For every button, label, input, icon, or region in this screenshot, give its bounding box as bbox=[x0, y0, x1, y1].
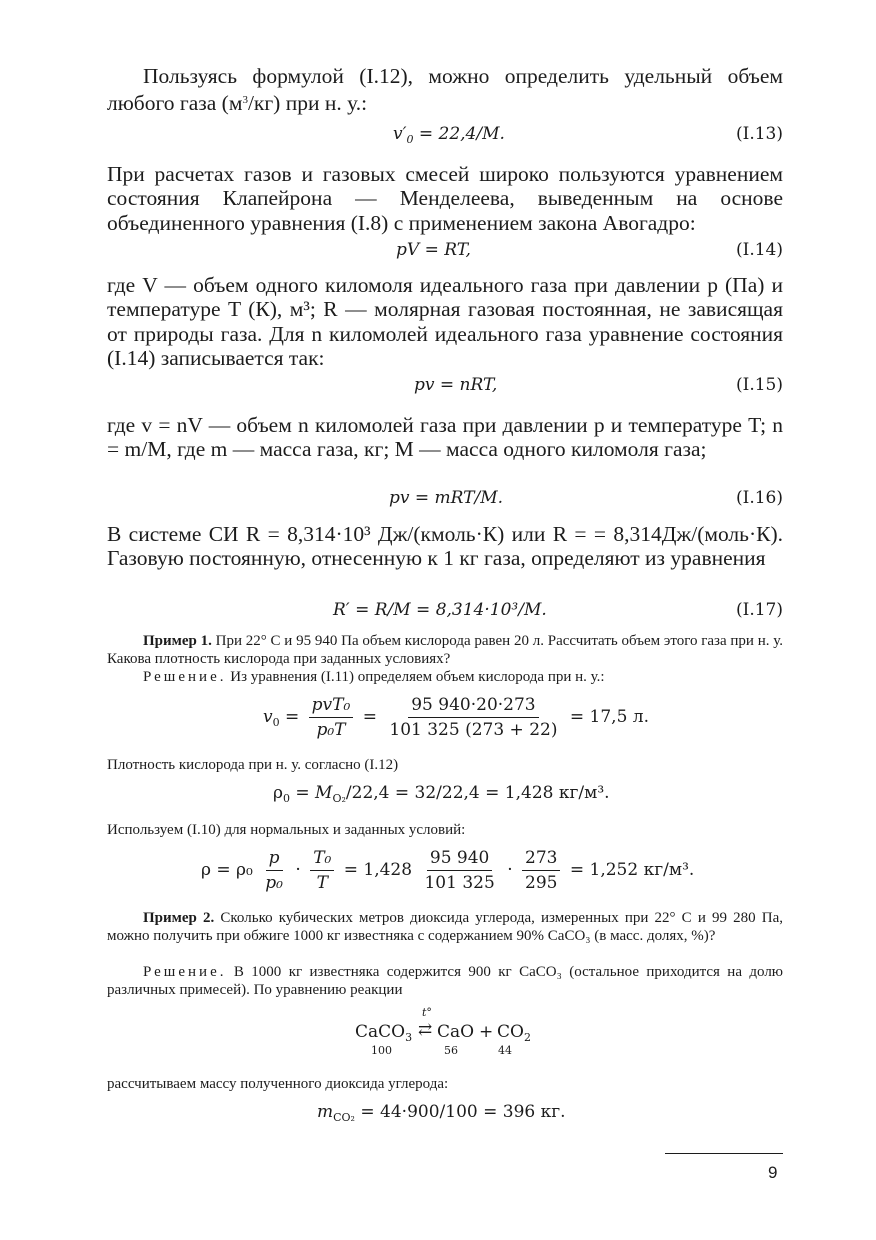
formula-oxygen-density: $\rho_0 = M_{O_2}/22,4 = 32/22,4 = 1,428$ кг/м³. bbox=[273, 783, 610, 805]
formula-I13: $v'_0 = 22,4/M$. bbox=[393, 124, 505, 146]
paragraph-gas-volume: где v = nV — объем n киломолей газа при давлении p и температуре T; n = m/M, где m — масса газа, кг; M — масса одного киломоля газа; bbox=[107, 413, 783, 462]
reaction-cao: CaO bbox=[437, 1022, 475, 1042]
example-2-solution-intro: Решение. В 1000 кг известняка содержится 900 кг CaCO₃ (остальное приходится на долю различных примесей). По уравнению реакции bbox=[107, 964, 784, 998]
reaction-plus: + bbox=[479, 1022, 494, 1042]
equation-number-I15: (I.15) bbox=[735, 375, 783, 395]
molar-mass-cao: 56 bbox=[444, 1044, 458, 1057]
molar-mass-caco3: 100 bbox=[371, 1044, 392, 1057]
density-text: Плотность кислорода при н. у. согласно (I.12) bbox=[107, 757, 399, 773]
paragraph-specific-volume: Пользуясь формулой (I.12), можно определить удельный объем любого газа $(м^3/кг)$ при н. у.: bbox=[107, 64, 783, 116]
reaction-arrow: ⇄ bbox=[418, 1020, 433, 1040]
equation-number-I17: (I.17) bbox=[735, 600, 783, 620]
formula-oxygen-volume: $v_0$ = $\frac{\text{pvT₀}}{\text{p₀T}}$ = $\frac{95 940\cdot 20\cdot 273}{101 325 (273 + 22)}$ = 17,5 л. bbox=[263, 695, 649, 740]
reaction-heat-mark: t° bbox=[422, 1006, 432, 1019]
example-1-statement: Пример 1. При 22° С и 95 940 Па объем кислорода равен 20 л. Рассчитать объем этого газа при н. у. Какова плотность кислорода при заданных условиях? bbox=[107, 633, 784, 667]
formula-I15: pv = nRT, bbox=[414, 375, 498, 395]
equation-number-I14: (I.14) bbox=[735, 240, 783, 260]
page-number: 9 bbox=[768, 1163, 778, 1182]
paragraph-kilomole: где V — объем одного киломоля идеального газа при давлении p (Па) и температуре T (К), м³; R — молярная газовая постоянная, не зависящая от природы газа. Для n киломолей идеального газа уравнение состояния (I.14) записывается так: bbox=[107, 273, 783, 371]
example-2-statement: Пример 2. Сколько кубических метров диоксида углерода, измеренных при 22° С и 99 280 Па, можно получить при обжиге 1000 кг известняка с содержанием 90% CaCO₃ (в масс. долях, %)? bbox=[107, 910, 784, 944]
footer-rule bbox=[665, 1153, 783, 1154]
formula-co2-mass: $m_{CO_2} = 44\cdot 900/100 = 396$ кг. bbox=[317, 1102, 566, 1124]
formula-density-conditions: ρ = ρ₀ $\frac{p}{\text{p₀}}$ · $\frac{\text{T₀}}{T}$ = 1,428 $\frac{95 940}{101 325}$ · $\frac{273}{295}$ = 1,252 кг/м³. bbox=[201, 848, 695, 893]
calculation-text: рассчитываем массу полученного диоксида углерода: bbox=[107, 1076, 449, 1092]
formula-I16: pv = mRT/M. bbox=[389, 488, 504, 508]
reaction-caco3: CaCO$_3$ bbox=[355, 1022, 413, 1044]
formula-I17: R′ = R/M = 8,314·10³/M. bbox=[333, 600, 547, 620]
formula-I14: pV = RT, bbox=[396, 240, 471, 260]
example-1-solution-intro: Решение. Из уравнения (I.11) определяем объем кислорода при н. у.: bbox=[143, 669, 605, 685]
paragraph-si-units: В системе СИ R = 8,314·10³ Дж/(кмоль·К) или R = = 8,314Дж/(моль·К). Газовую постоянную, отнесенную к 1 кг газа, определяют из уравнения bbox=[107, 522, 783, 571]
equation-number-I13: (I.13) bbox=[735, 124, 783, 144]
reaction-co2: $CO_2$ bbox=[497, 1022, 531, 1044]
molar-mass-co2: 44 bbox=[498, 1044, 512, 1057]
paragraph-clapeyron: При расчетах газов и газовых смесей широко пользуются уравнением состояния Клапейрона — Менделеева, выведенным на основе объединенного уравнения (I.8) с применением закона Авогадро: bbox=[107, 162, 783, 235]
equation-number-I16: (I.16) bbox=[735, 488, 783, 508]
conditions-text: Используем (I.10) для нормальных и заданных условий: bbox=[107, 822, 466, 838]
